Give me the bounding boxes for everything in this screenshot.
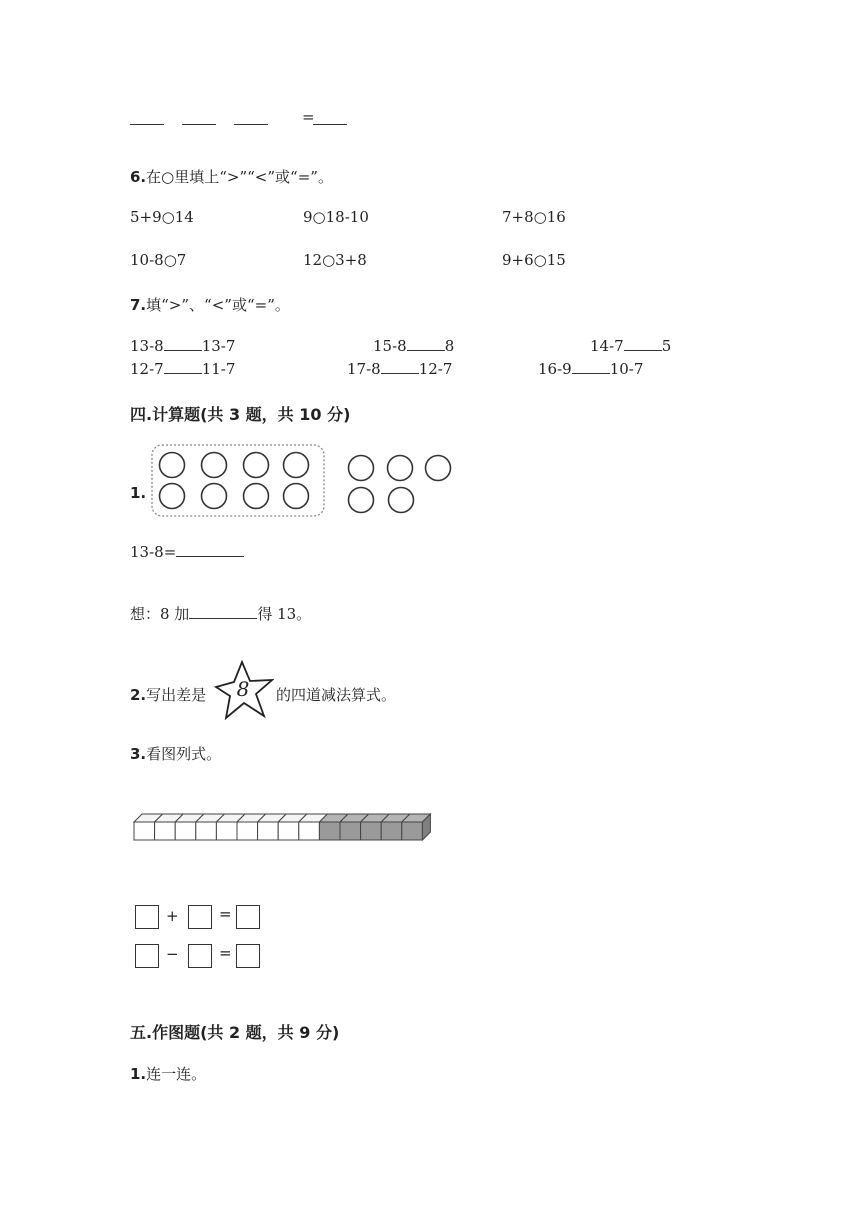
q7-left: 13-8 [130, 337, 164, 355]
s4-q2-line [130, 684, 206, 705]
think-suffix: 得 13。 [257, 605, 312, 623]
q6-heading [130, 166, 333, 187]
q7-item [130, 337, 235, 355]
comparison-blank[interactable] [407, 349, 445, 351]
q7-right: 5 [661, 337, 672, 355]
q6-prompt: 在○里填上“>”“<”或“=”。 [146, 168, 333, 186]
q6-item: 7+8○16 [502, 208, 566, 226]
q7-right: 8 [444, 337, 455, 355]
equals-sign: = [302, 108, 315, 126]
q7-left: 12-7 [130, 360, 164, 378]
q6-item: 9+6○15 [502, 251, 566, 269]
white-cube [196, 822, 217, 840]
answer-blank[interactable] [176, 555, 244, 557]
circle [349, 488, 374, 513]
white-cube [299, 822, 320, 840]
q7-right: 10-7 [609, 360, 644, 378]
answer-box[interactable] [135, 944, 159, 968]
gray-cube [381, 822, 402, 840]
answer-box[interactable] [188, 944, 212, 968]
circle [202, 484, 227, 509]
white-cube [278, 822, 299, 840]
q6-item: 12○3+8 [303, 251, 367, 269]
answer-blank[interactable] [234, 123, 268, 125]
comparison-blank[interactable] [381, 372, 419, 374]
circle [388, 456, 413, 481]
q7-prompt: 填“>”、“<”或“=”。 [146, 296, 290, 314]
ten-frame-box [152, 445, 324, 516]
s4-q3-number: 3. [130, 745, 147, 763]
answer-box[interactable] [236, 905, 260, 929]
q7-right: 12-7 [418, 360, 453, 378]
white-cube [258, 822, 279, 840]
answer-blank[interactable] [130, 123, 164, 125]
q6-item: 9○18-10 [303, 208, 369, 226]
circle [284, 484, 309, 509]
expression-text: 13-8= [130, 543, 177, 561]
circle [202, 453, 227, 478]
s5-q1-text: 连一连。 [146, 1065, 207, 1083]
section4-title: 四.计算题(共 3 题，共 10 分) [130, 405, 351, 424]
s5-q1-number: 1. [130, 1065, 147, 1083]
section5-title: 五.作图题(共 2 题，共 9 分) [130, 1023, 340, 1042]
q7-number: 7. [130, 296, 147, 314]
star-icon [214, 660, 274, 720]
q7-item [373, 337, 454, 355]
circles-figure [148, 442, 458, 522]
circle [244, 453, 269, 478]
circle [160, 484, 185, 509]
s4-q1-think [130, 603, 311, 624]
s4-q2-before: 写出差是 [146, 686, 207, 704]
s4-q3-heading [130, 743, 221, 764]
answer-box[interactable] [236, 944, 260, 968]
q6-item: 10-8○7 [130, 251, 187, 269]
q7-left: 15-8 [373, 337, 407, 355]
q7-left: 17-8 [347, 360, 381, 378]
s4-q1-number: 1. [130, 484, 147, 502]
white-cube [175, 822, 196, 840]
q7-item [347, 360, 452, 378]
comparison-blank[interactable] [164, 372, 202, 374]
answer-box[interactable] [135, 905, 159, 929]
white-cube [237, 822, 258, 840]
cube-bar-figure [130, 808, 440, 848]
comparison-blank[interactable] [624, 349, 662, 351]
gray-cube [361, 822, 382, 840]
circle [349, 456, 374, 481]
q7-right: 11-7 [201, 360, 236, 378]
circle [160, 453, 185, 478]
comparison-blank[interactable] [572, 372, 610, 374]
equals-sign: = [219, 944, 232, 962]
white-cube [134, 822, 155, 840]
answer-blank[interactable] [189, 617, 257, 619]
white-cube [216, 822, 237, 840]
circle [389, 488, 414, 513]
circle [244, 484, 269, 509]
circle [426, 456, 451, 481]
gray-cube [402, 822, 423, 840]
gray-cube [319, 822, 340, 840]
think-prefix: 想：8 加 [130, 605, 190, 623]
q7-right: 13-7 [201, 337, 236, 355]
minus-sign: − [166, 945, 179, 963]
q7-heading [130, 294, 290, 315]
q6-number: 6. [130, 168, 147, 186]
comparison-blank[interactable] [164, 349, 202, 351]
answer-blank[interactable] [313, 123, 347, 125]
circle [284, 453, 309, 478]
q7-item [590, 337, 671, 355]
q7-item [538, 360, 643, 378]
q7-item [130, 360, 235, 378]
plus-sign: + [166, 907, 179, 925]
s4-q2-number: 2. [130, 686, 147, 704]
q7-left: 14-7 [590, 337, 624, 355]
white-cube [155, 822, 176, 840]
s4-q2-after: 的四道减法算式。 [276, 686, 397, 704]
q7-left: 16-9 [538, 360, 572, 378]
gray-cube [340, 822, 361, 840]
answer-box[interactable] [188, 905, 212, 929]
s5-q1-heading [130, 1063, 206, 1084]
s4-q3-text: 看图列式。 [146, 745, 222, 763]
star-value: 8 [236, 677, 250, 701]
equals-sign: = [219, 905, 232, 923]
q6-item: 5+9○14 [130, 208, 194, 226]
s4-q1-expression [130, 543, 244, 561]
answer-blank[interactable] [182, 123, 216, 125]
